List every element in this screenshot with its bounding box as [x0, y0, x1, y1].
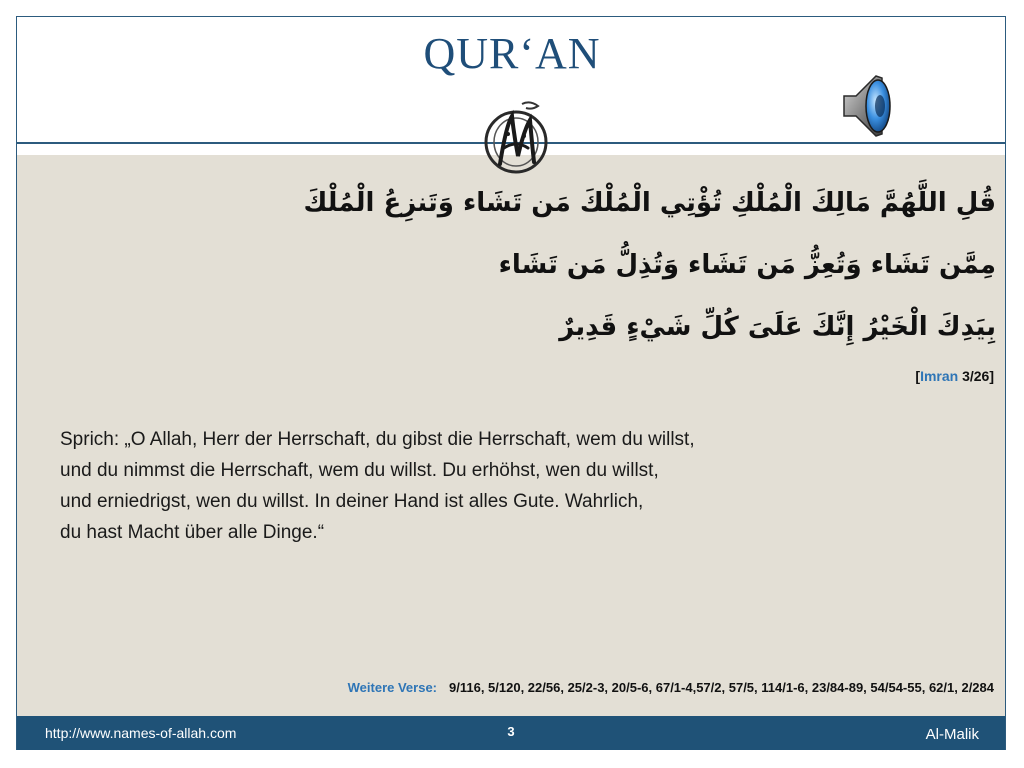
surah-name-link[interactable]: Imran	[920, 368, 959, 384]
verse-number: 3/26	[958, 368, 990, 384]
website-link[interactable]: http://www.names-of-allah.com	[45, 725, 237, 741]
arabic-verse-line-3: بِيَدِكَ الْخَيْرُ إِنَّكَ عَلَىَ كُلِّ شَيْءٍ قَدِيرٌ	[559, 312, 996, 342]
ref-open-bracket: [	[915, 368, 921, 384]
footer-bar	[17, 716, 1005, 750]
arabic-verse-line-2: مِمَّن تَشَاء وَتُعِزُّ مَن تَشَاء وَتُذِلُّ مَن تَشَاء	[498, 250, 996, 280]
more-verses-label: Weitere Verse:	[347, 680, 438, 695]
arabic-verse-line-1: قُلِ اللَّهُمَّ مَالِكَ الْمُلْكِ تُؤْتِي الْمُلْكَ مَن تَشَاء وَتَنزِعُ الْمُلْكَ	[303, 188, 996, 218]
translation-line: du hast Macht über alle Dinge.“	[60, 522, 325, 543]
translation-line: Sprich: „O Allah, Herr der Herrschaft, du gibst die Herrschaft, wem du willst,	[60, 429, 695, 450]
translation-line: und du nimmst die Herrschaft, wem du willst. Du erhöhst, wen du willst,	[60, 460, 659, 481]
speaker-icon[interactable]	[838, 70, 894, 142]
divine-name-label: Al-Malik	[925, 726, 979, 743]
page-number: 3	[507, 724, 515, 739]
translation-line: und erniedrigst, wen du willst. In deiner Hand ist alles Gute. Wahrlich,	[60, 491, 644, 512]
slide-title: QUR‘AN	[423, 29, 601, 78]
more-verses	[348, 680, 994, 695]
verse-reference	[915, 368, 994, 384]
more-verses-list: 9/116, 5/120, 22/56, 25/2-3, 20/5-6, 67/1-4,57/2, 57/5, 114/1-6, 23/84-89, 54/54-55, 62/1, 2/284	[449, 680, 994, 695]
al-malik-calligraphy-icon	[478, 96, 554, 176]
german-translation	[60, 424, 820, 548]
ref-close-bracket: ]	[989, 368, 994, 384]
